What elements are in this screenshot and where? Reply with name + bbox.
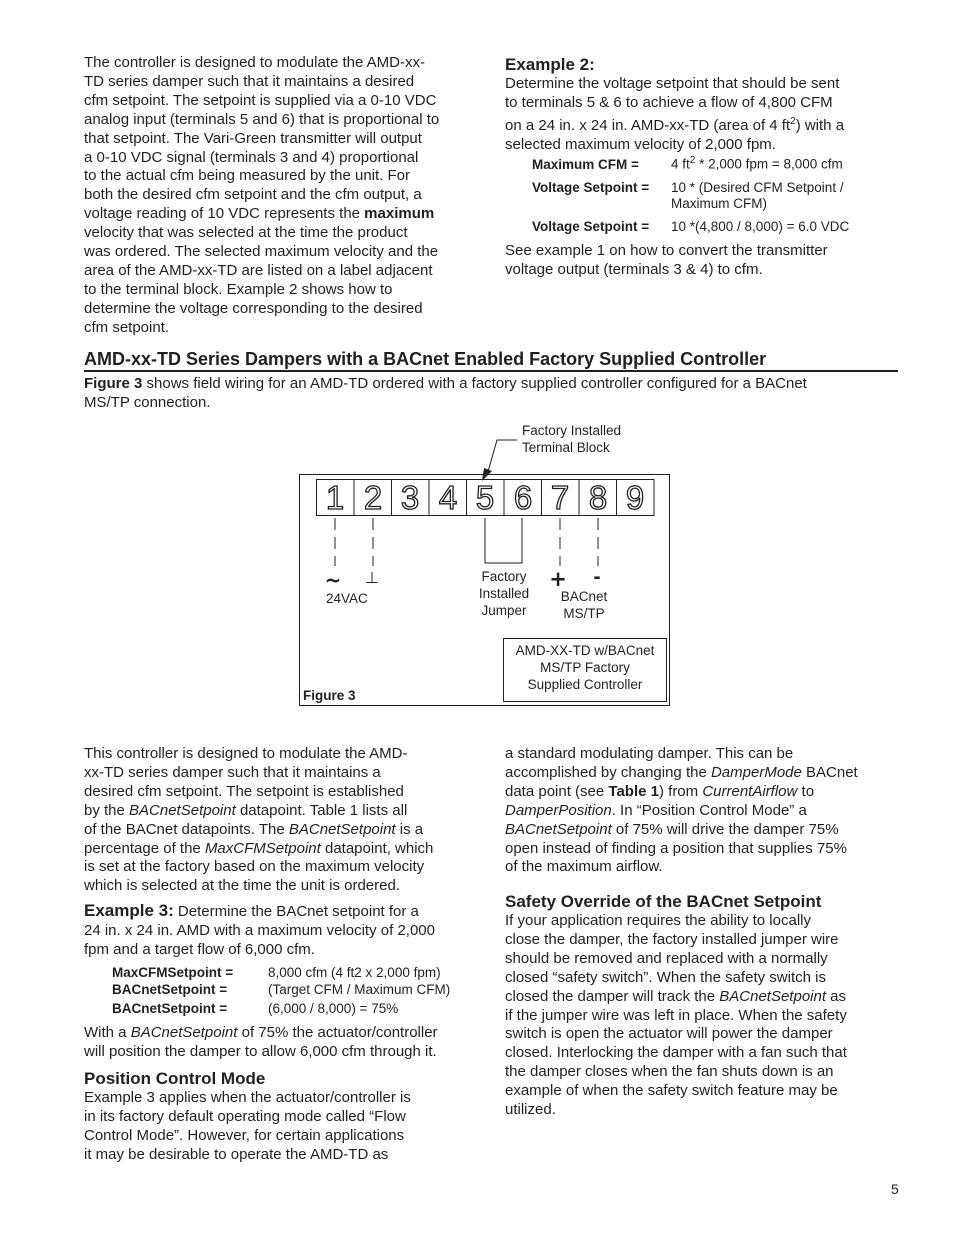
italic-text: BACnetSetpoint [719, 987, 827, 1005]
text-span: . In “Position Control Mode” a [611, 801, 807, 819]
bacnet-label [550, 588, 618, 622]
jumper-label [466, 568, 542, 619]
terminal-number: 4 [438, 479, 458, 516]
label-24vac: 24VAC [326, 591, 368, 606]
text-span: datapoint. Table 1 lists all [235, 801, 408, 819]
text-line [505, 821, 905, 840]
calc-value: 10 *(4,800 / 8,000) = 6.0 VDC [671, 219, 850, 234]
text-span: of 75% the actuator/controller [237, 1024, 438, 1041]
controller-label [504, 642, 666, 693]
text-line: Terminal Block [522, 440, 610, 455]
text-line [84, 1024, 504, 1043]
text-span: of 75% will drive the damper 75% [611, 820, 839, 838]
calc-label: Voltage Setpoint = [532, 180, 650, 195]
text-span: data point (see [505, 782, 609, 800]
text-span: to [797, 782, 815, 800]
section-title: AMD-xx-TD Series Dampers with a BACnet Enabled Factory Supplied Controller [84, 349, 767, 369]
text-line: a 0-10 VDC signal (terminals 3 and 4) proportional [84, 148, 419, 166]
calc-value: Maximum CFM) [671, 196, 767, 211]
text-line: BACnet [560, 589, 608, 604]
text-line: that setpoint. The Vari-Green transmitter will output [84, 129, 422, 147]
text-line: Jumper [481, 603, 527, 618]
text-line: closed. Interlocking the damper with a fan such that [505, 1044, 847, 1062]
text-span: Determine the BACnet setpoint for a [173, 903, 419, 920]
text-line: is set at the factory based on the maximum velocity [84, 858, 425, 876]
text-line: to the actual cfm being measured by the unit. For [84, 167, 411, 185]
text-line: in its factory default operating mode called “Flow [84, 1107, 406, 1125]
text-line: will position the damper to allow 6,000 cfm through it. [84, 1042, 437, 1060]
terminal-number: 9 [625, 479, 645, 516]
italic-text: DamperMode [710, 763, 802, 781]
text-line [505, 783, 905, 802]
superscript: 2 [790, 115, 796, 127]
text-span: of the BACnet datapoints. The [84, 820, 289, 838]
text-line: voltage output (terminals 3 & 4) to cfm. [505, 260, 763, 278]
text-line: velocity that was selected at the time the product [84, 224, 408, 242]
text-span: BACnet [801, 763, 858, 781]
position-control-heading: Position Control Mode [84, 1069, 266, 1088]
text-line [505, 802, 905, 821]
terminal-number: 7 [550, 479, 570, 516]
terminal-number: 8 [588, 479, 608, 516]
text-line [84, 840, 484, 859]
text-line: AMD-XX-TD w/BACnet [515, 643, 655, 658]
terminal-number: 6 [513, 479, 533, 516]
text-line: Factory [481, 569, 527, 584]
text-line: should be removed and replaced with a normally [505, 949, 828, 967]
text-line: See example 1 on how to convert the transmitter [505, 242, 828, 259]
text-span: ) with a [795, 116, 845, 134]
jumper-wire [485, 518, 522, 563]
text-line: utilized. [505, 1101, 556, 1119]
minus-symbol: - [593, 567, 601, 588]
text-line: open instead of finding a position that supplies 75% [505, 839, 847, 857]
text-line: xx-TD series damper such that it maintains a [84, 763, 381, 781]
text-line: If your application requires the ability to locally [505, 912, 811, 929]
example-3 [84, 902, 484, 960]
text-span: as [826, 987, 847, 1005]
example-3-heading: Example 3: [84, 901, 174, 920]
text-span: on a 24 in. x 24 in. AMD-xx-TD (area of 4 ft [505, 116, 791, 134]
italic-text: BACnetSetpoint [129, 801, 236, 819]
text-span: by the [84, 801, 130, 819]
text-line: both the desired cfm setpoint and the cfm output, a [84, 186, 422, 204]
text-line: cfm setpoint. The setpoint is supplied via a 0-10 VDC [84, 91, 437, 109]
text-line [84, 902, 484, 922]
italic-text: MaxCFMSetpoint [204, 839, 321, 857]
text-line [84, 802, 484, 821]
italic-text: BACnetSetpoint [288, 820, 396, 838]
text-line: analog input (terminals 5 and 6) that is proportional to [84, 110, 440, 128]
text-line: Example 3 applies when the actuator/controller is [84, 1089, 411, 1106]
text-span: 4 ft [671, 156, 690, 172]
calc-value: 8,000 cfm (4 ft2 x 2,000 fpm) [268, 965, 441, 980]
ground-symbol: ⊥ [365, 568, 379, 587]
terminal-number: 1 [325, 479, 345, 516]
controller-paragraph [84, 745, 484, 896]
plus-symbol: + [549, 567, 567, 591]
calc-label: MaxCFMSetpoint = [112, 965, 234, 980]
text-line: area of the AMD-xx-TD are listed on a label adjacent [84, 261, 433, 279]
calc-label: Maximum CFM = [532, 157, 639, 172]
text-span: shows field wiring for an AMD-TD ordered with a factory supplied controller configured for a BACnet [142, 375, 807, 392]
text-span: closed the damper will track the [505, 987, 720, 1005]
terminal-block [317, 479, 655, 516]
example-3-result [84, 1024, 504, 1062]
text-line: Factory Installed [522, 423, 622, 438]
callout-leader [487, 440, 517, 475]
text-line: TD series damper such that it maintains a desired [84, 72, 415, 90]
terminal-number: 5 [475, 479, 495, 516]
calc-label: BACnetSetpoint = [112, 982, 228, 997]
text-span: voltage reading of 10 VDC represents the [84, 205, 365, 223]
terminal-number: 3 [400, 479, 420, 516]
text-span: * 2,000 fpm = 8,000 cfm [695, 156, 843, 172]
text-line: determine the voltage corresponding to the desired [84, 299, 423, 317]
italic-text: BACnetSetpoint [505, 820, 612, 838]
text-line: of the maximum airflow. [505, 858, 663, 876]
text-line: the damper closes when the fan shuts down is an [505, 1063, 834, 1081]
calc-value: (6,000 / 8,000) = 75% [268, 1001, 399, 1016]
superscript: 2 [689, 155, 696, 166]
text-line [505, 764, 905, 783]
text-span: With a [84, 1024, 131, 1041]
text-line: Installed [478, 586, 530, 601]
text-line: This controller is designed to modulate the AMD- [84, 745, 408, 762]
bold-text: Figure 3 [84, 375, 143, 392]
calc-value: (Target CFM / Maximum CFM) [268, 982, 451, 997]
text-line: 24 in. x 24 in. AMD with a maximum velocity of 2,000 [84, 921, 435, 939]
position-control-continued [505, 745, 905, 877]
calc-value: 10 * (Desired CFM Setpoint / [671, 180, 844, 195]
position-control-section [84, 1069, 484, 1165]
text-line: cfm setpoint. [84, 318, 170, 336]
text-line: if the jumper wire was left in place. When the safety [505, 1006, 847, 1024]
safety-override-heading: Safety Override of the BACnet Setpoint [505, 892, 822, 911]
italic-text: CurrentAirflow [702, 782, 798, 800]
terminal-number: 2 [363, 479, 383, 516]
text-line: was ordered. The selected maximum velocity and the [84, 243, 439, 261]
text-line: fpm and a target flow of 6,000 cfm. [84, 940, 315, 958]
text-line: The controller is designed to modulate the AMD-xx- [84, 54, 425, 71]
text-line: closed “safety switch”. When the safety switch is [505, 968, 826, 986]
text-line: MS/TP connection. [84, 393, 211, 411]
text-line: close the damper, the factory installed jumper wire [505, 930, 839, 948]
text-span: percentage of the [84, 839, 205, 857]
text-span: datapoint, which [320, 839, 434, 857]
italic-text: DamperPosition [505, 801, 612, 819]
text-span: accomplished by changing the [505, 763, 711, 781]
text-line: to the terminal block. Example 2 shows how to [84, 280, 393, 298]
text-line: MS/TP Factory [540, 660, 630, 675]
text-span: ) from [658, 782, 703, 800]
text-line: Supplied Controller [527, 677, 643, 692]
text-line [84, 821, 484, 840]
text-line: to terminals 5 & 6 to achieve a flow of 4,800 CFM [505, 93, 833, 111]
text-line: selected maximum velocity of 2,000 fpm. [505, 135, 776, 153]
text-line [505, 988, 905, 1007]
figure-caption: Figure 3 [303, 688, 356, 703]
text-line: Determine the voltage setpoint that should be sent [505, 75, 840, 92]
page-number: 5 [891, 1181, 899, 1197]
text-line: a standard modulating damper. This can be [505, 745, 794, 762]
text-line: which is selected at the time the unit is ordered. [84, 877, 400, 895]
text-span: is a [395, 820, 424, 838]
safety-override-section [505, 892, 905, 1120]
bold-text: Table 1 [608, 782, 659, 800]
calc-label: Voltage Setpoint = [532, 219, 650, 234]
ac-symbol: ~ [324, 568, 342, 592]
text-line: example of when the safety switch feature may be [505, 1082, 838, 1100]
text-line: desired cfm setpoint. The setpoint is established [84, 782, 404, 800]
text-line: it may be desirable to operate the AMD-TD as [84, 1145, 389, 1163]
text-line: switch is open the actuator will power the damper [505, 1025, 833, 1043]
italic-text: BACnetSetpoint [130, 1024, 238, 1041]
text-line: Control Mode”. However, for certain applications [84, 1126, 405, 1144]
example-2-heading: Example 2: [505, 55, 595, 74]
calc-label: BACnetSetpoint = [112, 1001, 228, 1016]
bold-text: maximum [364, 205, 435, 223]
text-line: MS/TP [563, 606, 605, 621]
